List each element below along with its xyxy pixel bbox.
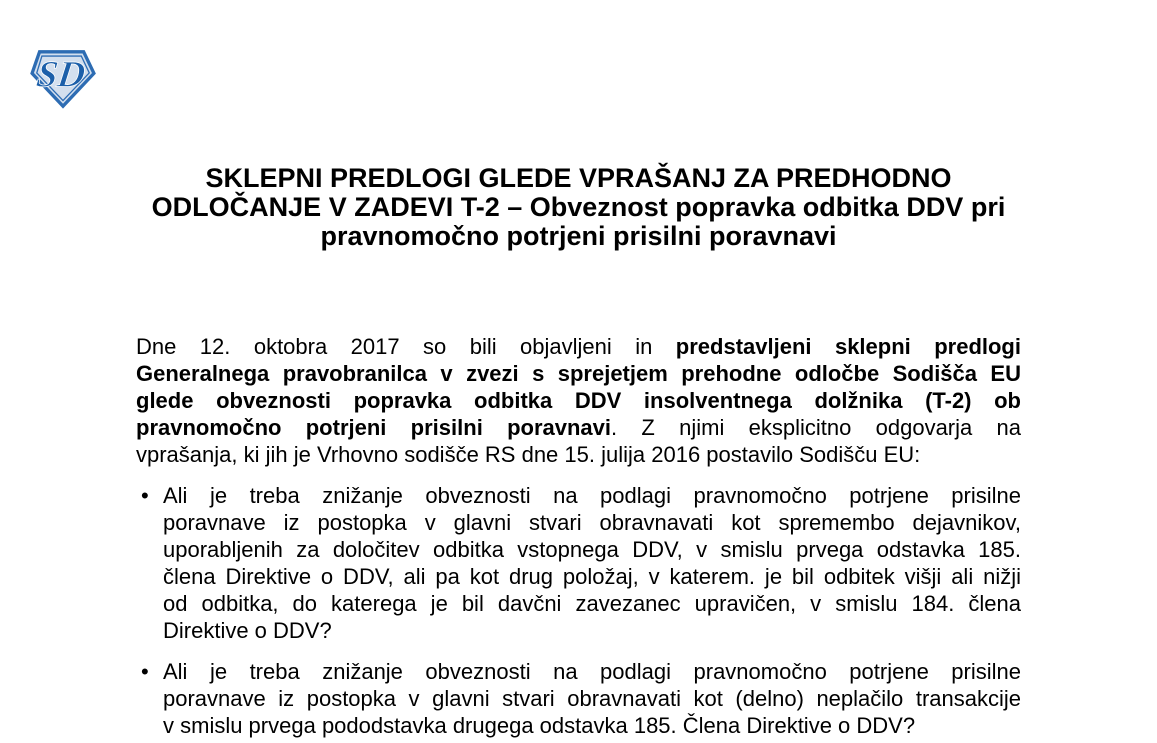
text-line xyxy=(136,414,1021,441)
logo-letters: SD xyxy=(33,53,88,96)
document-body xyxy=(136,333,1021,739)
question-list xyxy=(136,482,1021,739)
text-line: uporabljenih za določitev odbitka vstopnega DDV, v smislu prvega odstavka 185. xyxy=(163,537,1021,562)
text-line xyxy=(136,441,1021,468)
text-segment: . Z njimi eksplicitno odgovarja na xyxy=(611,415,1021,440)
text-segment: Dne 12. oktobra 2017 so bili objavljeni in xyxy=(136,334,676,359)
list-item-text xyxy=(163,658,1021,739)
text-segment-bold: glede obveznosti popravka odbitka DDV insolventnega dolžnika (T-2) ob xyxy=(136,388,1021,413)
text-segment-bold: predstavljeni sklepni predlogi xyxy=(675,334,1021,359)
list-item-text xyxy=(163,482,1021,644)
text-line: člena Direktive o DDV, ali pa kot drug položaj, v katerem. je bil odbitek višji ali nižji xyxy=(163,564,1021,589)
text-line xyxy=(136,387,1021,414)
bullet-marker: • xyxy=(141,483,149,508)
title-line: ODLOČANJE V ZADEVI T-2 – Obveznost popravka odbitka DDV pri xyxy=(151,192,1006,222)
text-line: Ali je treba znižanje obveznosti na podlagi pravnomočno potrjene prisilne xyxy=(163,659,1021,684)
sd-company-logo xyxy=(29,49,97,109)
sd-shield-icon xyxy=(29,49,97,109)
text-line: Direktive o DDV? xyxy=(163,618,332,643)
text-line: v smislu prvega pododstavka drugega odstavka 185. Člena Direktive o DDV? xyxy=(163,713,916,738)
document-title xyxy=(136,164,1021,251)
text-line: poravnave iz postopka v glavni stvari obravnavati kot (delno) neplačilo transakcije xyxy=(163,686,1021,711)
text-line: od odbitka, do katerega je bil davčni zavezanec upravičen, v smislu 184. člena xyxy=(163,591,1021,616)
list-item xyxy=(136,658,1021,739)
text-segment-bold: Generalnega pravobranilca v zvezi s sprejetjem prehodne odločbe Sodišča EU xyxy=(136,361,1021,386)
text-segment-bold: pravnomočno potrjeni prisilni poravnavi xyxy=(136,415,612,440)
text-line: Ali je treba znižanje obveznosti na podlagi pravnomočno potrjene prisilne xyxy=(163,483,1021,508)
title-line: SKLEPNI PREDLOGI GLEDE VPRAŠANJ ZA PREDHODNO xyxy=(205,163,952,193)
bullet-marker: • xyxy=(141,659,149,684)
text-segment: vprašanja, ki jih je Vrhovno sodišče RS dne 15. julija 2016 postavilo Sodišču EU: xyxy=(136,442,921,467)
text-line xyxy=(136,360,1021,387)
text-line xyxy=(136,333,1021,360)
intro-paragraph xyxy=(136,333,1021,468)
list-item xyxy=(136,482,1021,644)
text-line: poravnave iz postopka v glavni stvari obravnavati kot spremembo dejavnikov, xyxy=(163,510,1021,535)
title-line: pravnomočno potrjeni prisilni poravnavi xyxy=(320,221,837,251)
